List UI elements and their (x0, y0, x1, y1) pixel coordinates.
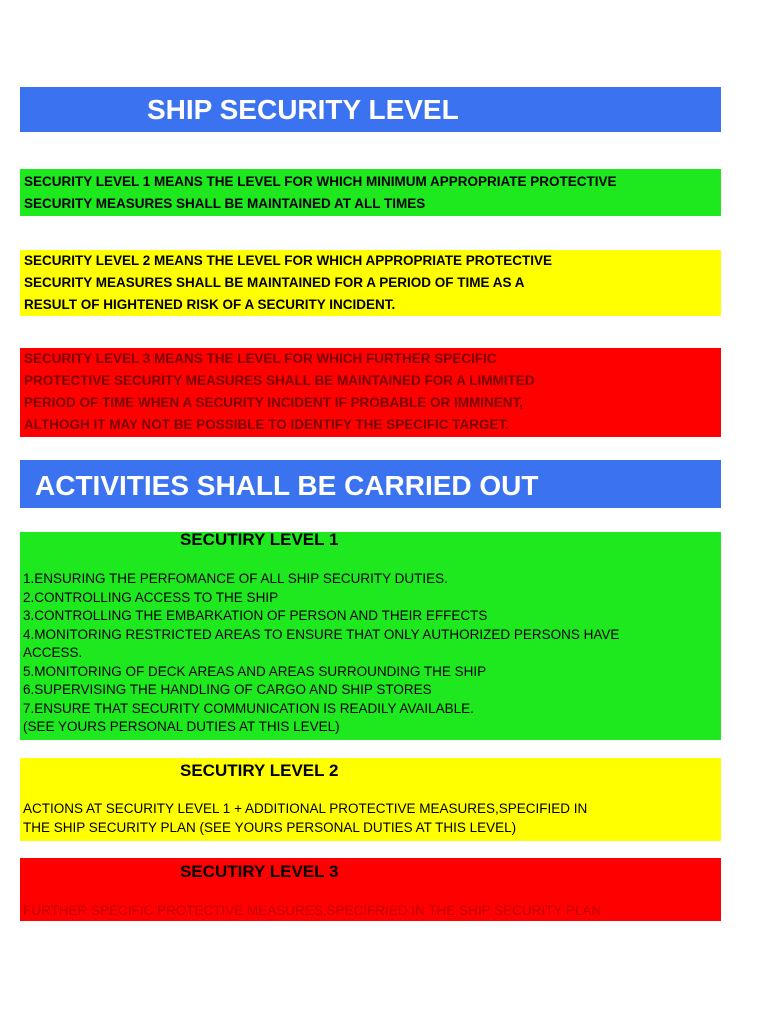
definition-line: PROTECTIVE SECURITY MEASURES SHALL BE MAINTAINED FOR A LIMMITED (24, 373, 535, 388)
activity-line: 4.MONITORING RESTRICTED AREAS TO ENSURE THAT ONLY AUTHORIZED PERSONS HAVE (23, 626, 620, 642)
activities-level-1 (20, 532, 721, 740)
definition-line: SECURITY MEASURES SHALL BE MAINTAINED AT ALL TIMES (24, 196, 426, 211)
definition-line: SECURITY LEVEL 3 MEANS THE LEVEL FOR WHICH FURTHER SPECIFIC (24, 351, 497, 366)
activity-line: FURTHER SPECIFIC PROTECTIVE MEASURES,SPECIFRIED IN THE SHIP SECURITY PLAN (23, 903, 602, 918)
security-level-3-definition (20, 348, 721, 437)
activity-line: (SEE YOURS PERSONAL DUTIES AT THIS LEVEL) (23, 719, 340, 734)
activities-level-2 (20, 758, 721, 841)
activity-line: 1.ENSURING THE PERFOMANCE OF ALL SHIP SECURITY DUTIES. (23, 571, 448, 586)
activity-line: ACTIONS AT SECURITY LEVEL 1 + ADDITIONAL PROTECTIVE MEASURES,SPECIFIED IN (23, 801, 588, 816)
definition-line: PERIOD OF TIME WHEN A SECURITY INCIDENT IF PROBABLE OR IMMINENT, (24, 395, 524, 410)
activity-line: 2.CONTROLLING ACCESS TO THE SHIP (23, 589, 279, 605)
activities-level-3-heading: SECUTIRY LEVEL 3 (180, 862, 339, 881)
activity-line: ACCESS. (23, 645, 83, 660)
definition-line: SECURITY LEVEL 1 MEANS THE LEVEL FOR WHICH MINIMUM APPROPRIATE PROTECTIVE (24, 174, 617, 189)
activities-level-2-heading: SECUTIRY LEVEL 2 (180, 761, 339, 780)
security-level-1-definition (20, 169, 721, 216)
definition-line: SECURITY MEASURES SHALL BE MAINTAINED FOR A PERIOD OF TIME AS A (24, 275, 525, 290)
activity-line: 6.SUPERVISING THE HANDLING OF CARGO AND SHIP STORES (23, 682, 432, 697)
definition-line: ALTHOGH IT MAY NOT BE POSSIBLE TO IDENTIFY THE SPECIFIC TARGET. (24, 417, 510, 432)
page-title: SHIP SECURITY LEVEL (20, 87, 721, 132)
activity-line: 7.ENSURE THAT SECURITY COMMUNICATION IS READILY AVAILABLE. (23, 700, 474, 716)
definition-line: SECURITY LEVEL 2 MEANS THE LEVEL FOR WHICH APPROPRIATE PROTECTIVE (24, 253, 553, 268)
activity-line: THE SHIP SECURITY PLAN (SEE YOURS PERSONAL DUTIES AT THIS LEVEL) (23, 819, 517, 835)
activities-level-1-heading: SECUTIRY LEVEL 1 (180, 530, 339, 549)
activity-line: 3.CONTROLLING THE EMBARKATION OF PERSON AND THEIR EFFECTS (23, 608, 488, 623)
activity-line: 5.MONITORING OF DECK AREAS AND AREAS SURROUNDING THE SHIP (23, 663, 487, 679)
security-level-2-definition (20, 250, 721, 316)
activities-level-3 (20, 858, 721, 921)
activities-title: ACTIVITIES SHALL BE CARRIED OUT (20, 460, 721, 508)
definition-line: RESULT OF HIGHTENED RISK OF A SECURITY INCIDENT. (24, 297, 396, 312)
